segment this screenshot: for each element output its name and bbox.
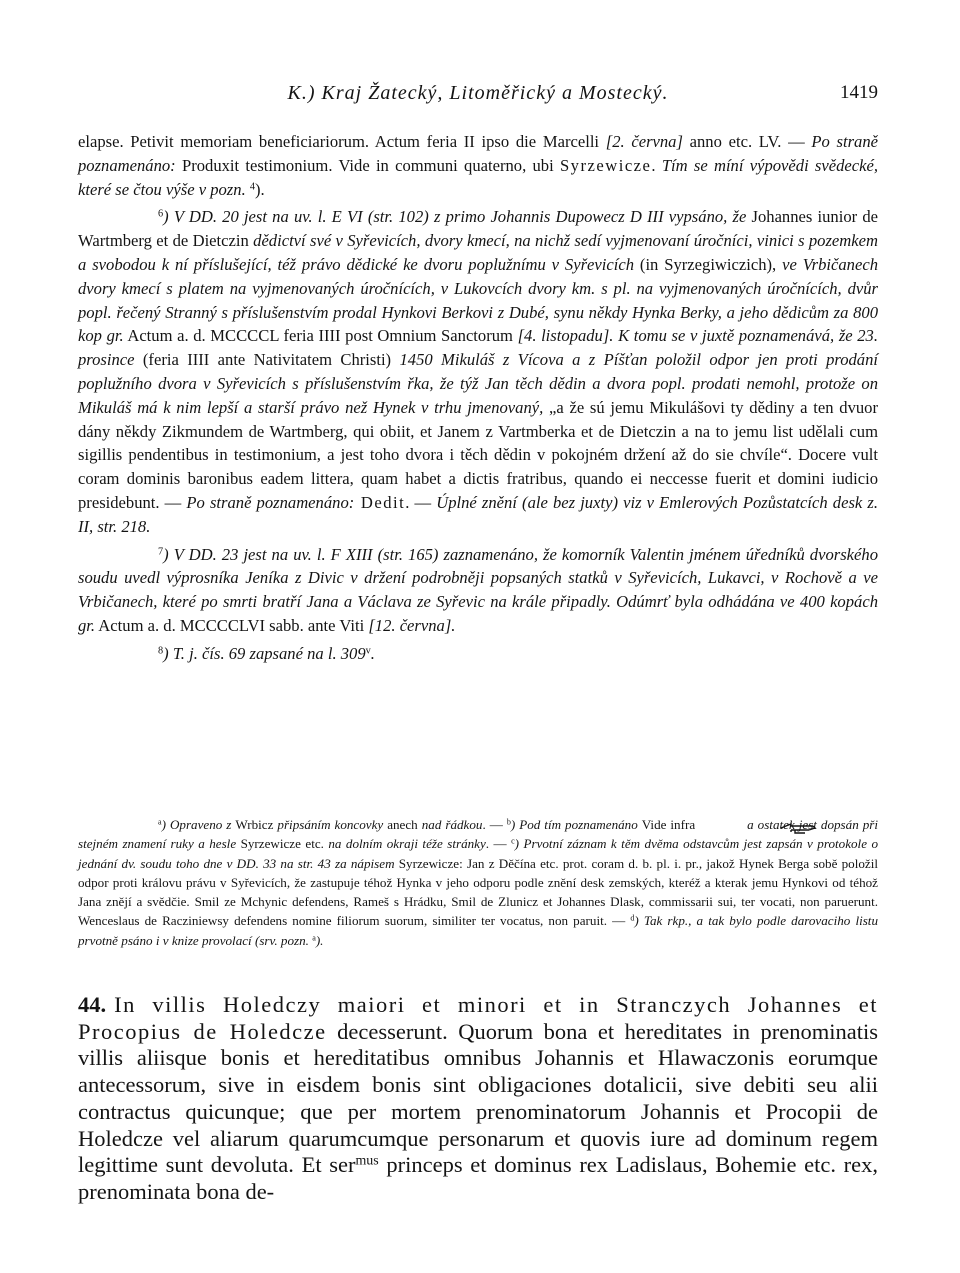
footnote-6: $^6$) V DD. 20 jest na uv. l. E VI (str. 102) z primo Johannis Dupowecz D III vypsáno, že Johannes iunior de Wartmberg et de Dietczin dědictví své v Syřevicích, dvory kmecí, na nichž sedí vyjmenovaní úročníci, vinici s pozemkem a svobodou k ní příslušející, též právo dědické ke dvoru poplužnímu v Syřevicích (in Syrzegiwiczich), ve Vrbičanech dvory kmecí s platem na vyjmenovaných úročnících, v Lukovcích dvory km. s pl. na vyjmenovaných úročnících, dvůr popl. řečený Stranný s příslušenstvím prodal Hynkovi Berkovi z Dubé, synu někdy Hynka Berky, a jeho dědicům za 800 kop gr. Actum a. d. MCCCCL feria IIII post Omnium Sanctorum [4. listopadu]. K tomu se v juxtě poznamenává, že 23. prosince (feria IIII ante Nativitatem Christi) 1450 Mikuláš z Vícova a z Píšťan položil odpor jen proti prodání poplužního dvora v Syřevicích s příslušenstvím řka, že týž Jan těch dědin a dvora popl. prodati nemohl, protože on Mikuláš má k nim lepší a starší právo než Hynek v trhu jmenovaný, „a že sú jemu Mikulášovi ty dědiny a ten dvuor dány někdy Zikmundem de Wartmberg, qui obiit, et Janem z Vartmberka et de Dietczin a na to jemu list udělali cum sigillis pendentibus in testimonium, a jest toho dvora i těch dědin v pokojném držení až do sie chvíle“. Docere vult coram dominis baronibus eadem littera, quam habet a dictis fratribus, quando ei neccesse fuerit et domini iudicio presidebunt. — Po straně poznamenáno: Dedit. — Úplné znění (ale bez juxty) viz v Emlerových Pozůstatcích desk z. II, str. 218. <box>78 207 879 536</box>
page-header <box>78 82 878 112</box>
document-44 <box>78 992 878 1206</box>
footnote-8: $^8$) T. j. čís. 69 zapsané na l. 309$^v$. <box>158 643 375 663</box>
footnote-marker: 7 <box>158 545 164 557</box>
running-title: K.) Kraj Žatecký, Litoměřický a Mostecký. <box>287 82 669 104</box>
footnote-carryover: elapse. Petivit memoriam beneficiariorum. Actum feria II ipso die Marcelli [2. června] anno etc. LV. — Po straně poznamenáno: Produxit testimonium. Vide in communi quaterno, ubi Syrzewicze. Tím se míní výpovědi svědecké, které se čtou výše v pozn. $^4$). <box>78 132 879 199</box>
apparatus-notes: $^a$) Opraveno z Wrbicz připsáním koncovky anech nad řádkou. — $^b$) Pod tím poznamenáno Vide infra a ostatek jest dopsán při stejném znamení ruky a hesle Syrzewicze etc. na dolním okraji téže stránky. — $^c$) Prvotní záznam k těm dvěma odstavcům jest zapsán v protokole o jednání dv. soudu toho dne v DD. 33 na str. 43 za nápisem Syrzewicze: Jan z Děčína etc. prot. coram d. b. pl. i. pr., jakož Hynek Berga sobě položil odpor proti královu právu v Syřevicích, že zastupuje téhož Hynka v jeho odporu podle znění desk zemských, kteréž a kterak jemu Hynkovi od téhož Jana znějí a svědčie. Smil ze Mchynic defendens, Rameš s Hrádku, Smil de Zlunicz et Johannes Dlask, commissarii sui, ter vocati, non paruerunt. Wenceslaus de Racziniewsy defendens nomine filiorum suorum, similiter ter vocatus, non paruit. — $^d$) Tak rkp., a tak bylo podle darovaciho listu prvotně psáno i v knize provolací (srv. pozn. $^a$). <box>78 817 879 948</box>
footnotes-section <box>78 130 878 666</box>
footnote-marker: 8 <box>158 645 164 657</box>
page-number: 1419 <box>840 82 878 103</box>
footnote-7: $^7$) V DD. 23 jest na uv. l. F XIII (str. 165) zaznamenáno, že komorník Valentin jménem úředníků dvorského soudu uvedl výprosníka Jeníka z Divic v držení podrobněji popsaných statků v Syřevicích, Lukavci, v Rochově a ve Vrbičanech, které po smrti bratří Jana a Václava ze Syřevic na krále připadly. Odúmrť byla odhádána ve 400 kopách gr. Actum a. d. MCCCCLVI sabb. ante Viti [12. června]. <box>78 544 878 635</box>
footnote-marker: 6 <box>158 208 164 220</box>
critical-apparatus <box>78 815 878 950</box>
document-text: 44. In villis Holedczy maiori et minori et in Stranczych Johannes et Procopius de Holedcze decesserunt. Quorum bona et hereditates in prenominatis villis aliisque bonis et hereditatibus omnibus Johannis et Hlawaczonis eorumque antecessorum, sive in eisdem bonis sint obligaciones dotalicii, sive debiti seu alii contractus quicunque; que per mortem prenominatorum Johannis et Procopii de Holedcze vel aliarum quarumcumque personarum et quovis iure ad dominum regem legittime sunt devoluta. Et ser$^{mus}$ princeps et dominus rex Ladislaus, Bohemie etc. rex, prenominata bona de- <box>78 992 878 1204</box>
pointing-hand-icon <box>699 820 739 832</box>
document-number: 44. <box>78 992 107 1017</box>
